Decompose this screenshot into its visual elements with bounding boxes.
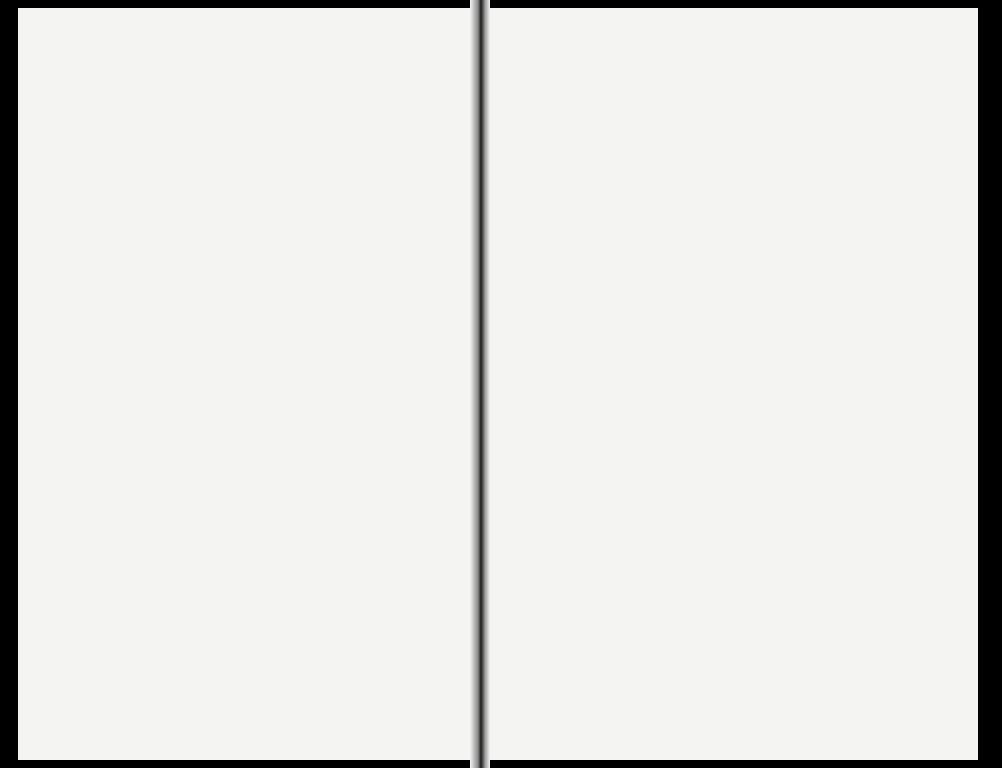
right-page-body xyxy=(496,120,864,724)
book-gutter xyxy=(470,0,490,768)
scan-border xyxy=(978,0,1002,768)
left-page-body xyxy=(142,120,442,724)
left-page xyxy=(18,8,476,760)
right-page xyxy=(484,8,982,760)
